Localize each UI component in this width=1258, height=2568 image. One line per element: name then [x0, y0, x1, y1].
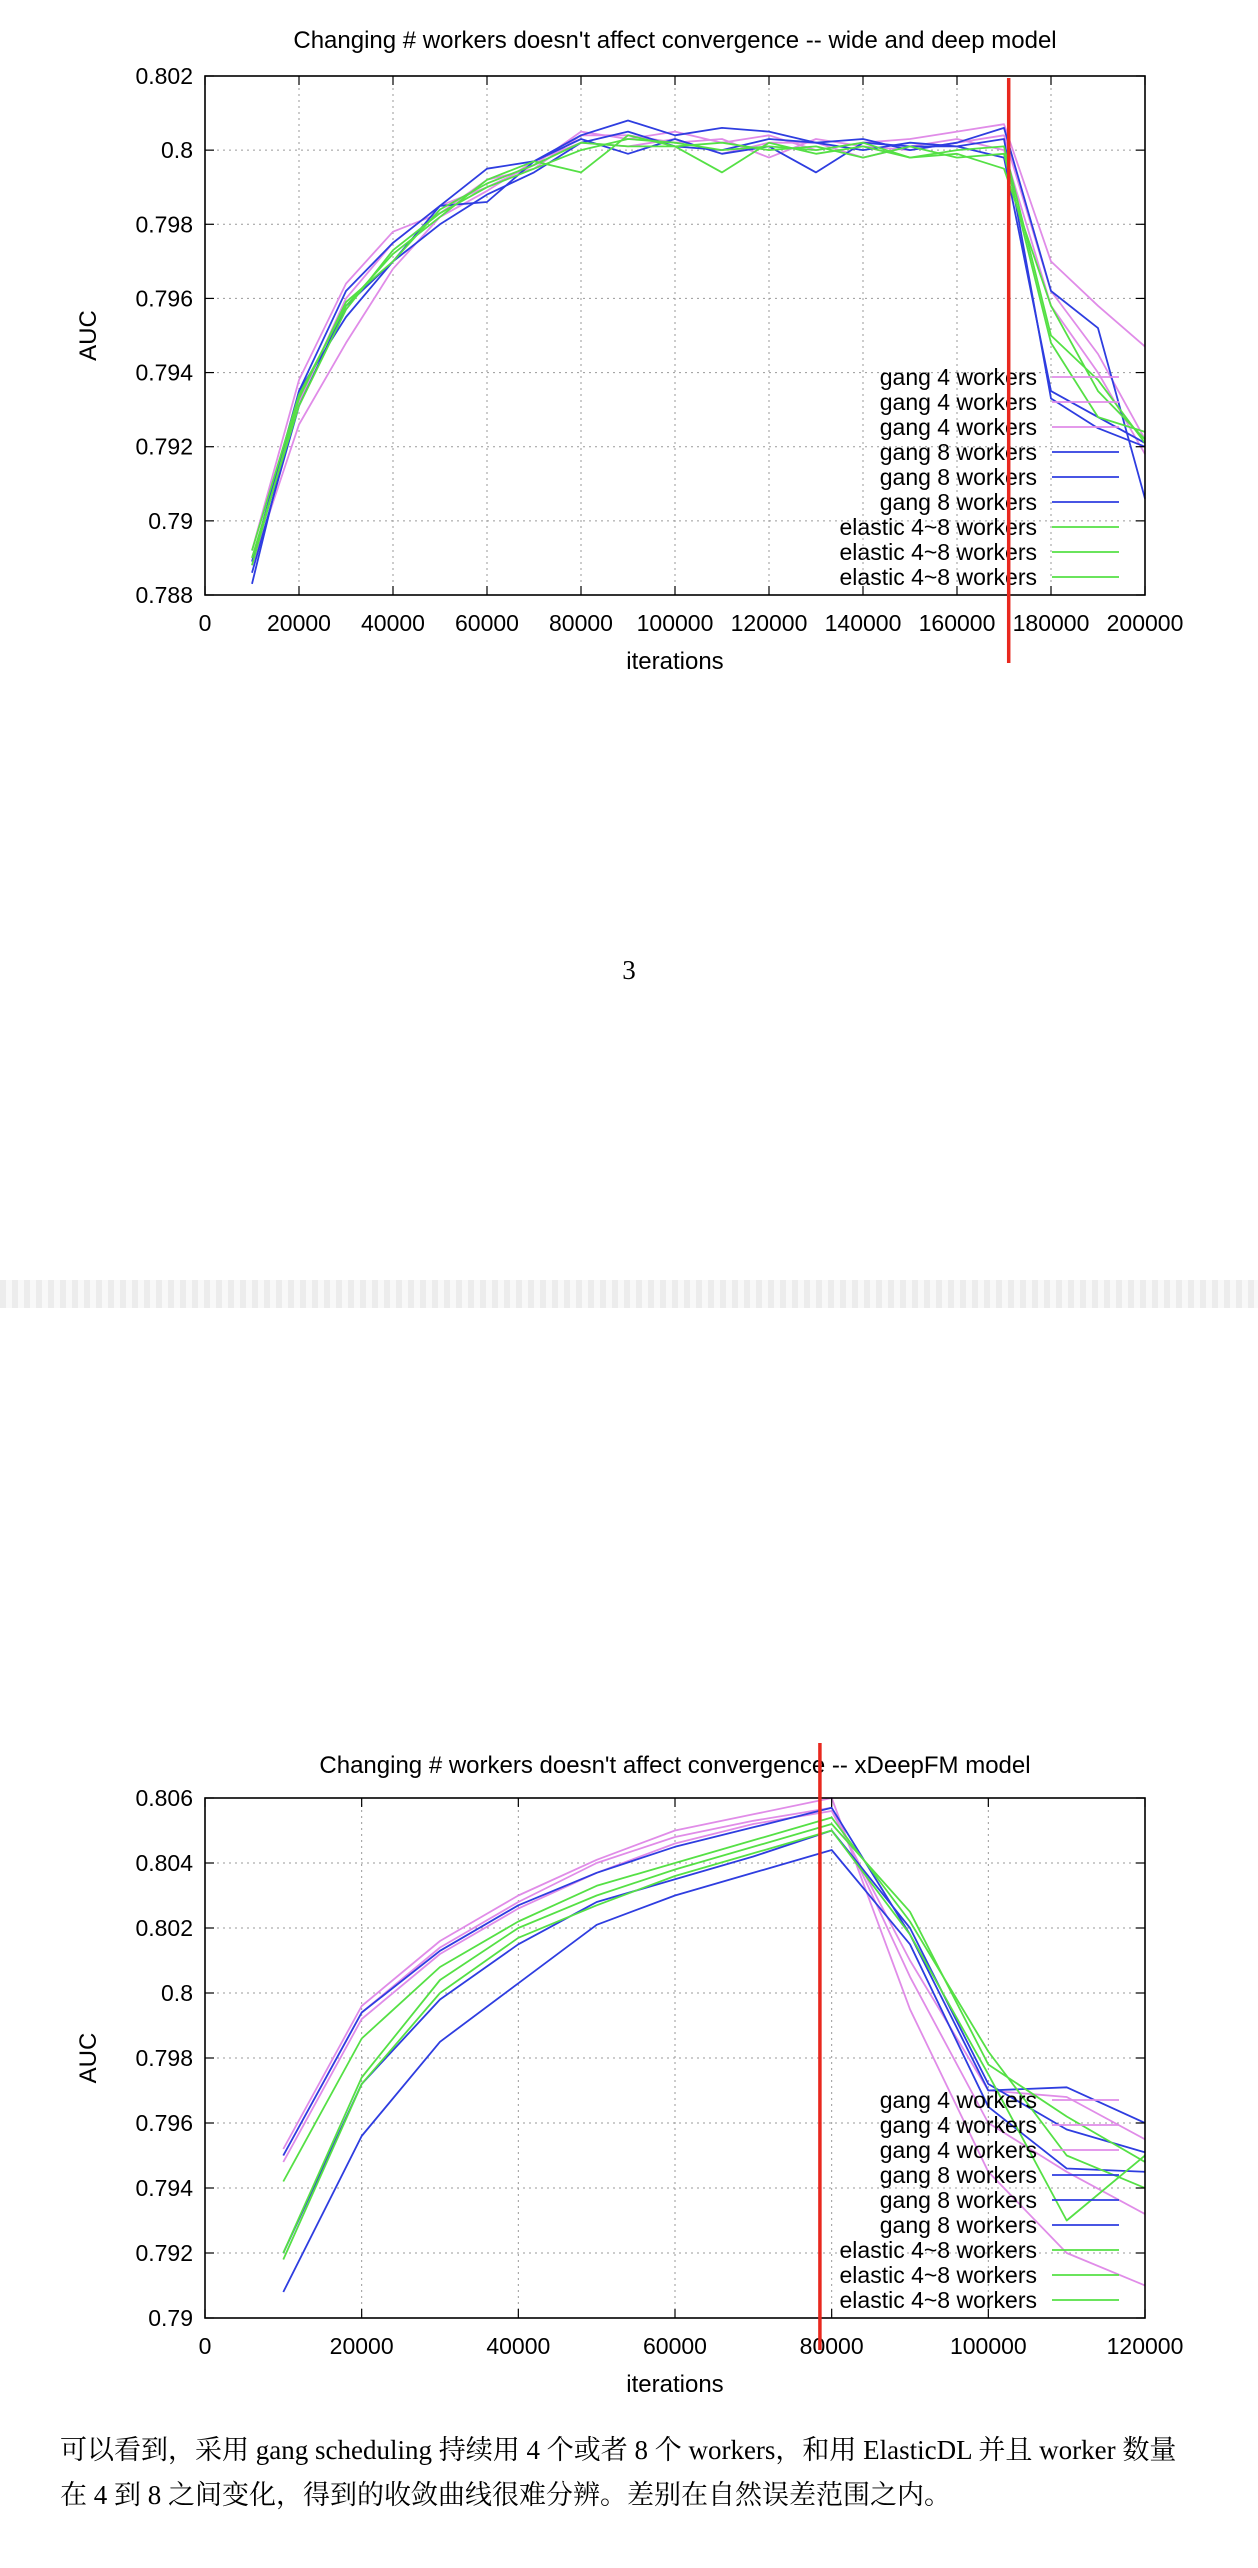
legend-label: gang 8 workers — [879, 464, 1037, 490]
legend-label: gang 4 workers — [879, 2137, 1037, 2163]
legend-label: gang 8 workers — [879, 439, 1037, 465]
chart-title: Changing # workers doesn't affect convergence -- xDeepFM model — [319, 1752, 1031, 1779]
x-tick-label: 80000 — [799, 2333, 864, 2359]
caption-paragraph: 可以看到，采用 gang scheduling 持续用 4 个或者 8 个 workers，和用 ElasticDL 并且 worker 数量在 4 到 8 之间变化，得到的收敛曲线很难分辨。差别在自然误差范围之内。 — [60, 2435, 1177, 2510]
x-tick-label: 180000 — [1012, 610, 1090, 636]
x-tick-label: 20000 — [267, 610, 331, 636]
y-tick-label: 0.79 — [148, 507, 193, 534]
y-tick-label: 0.788 — [135, 582, 193, 608]
y-tick-label: 0.79 — [148, 2305, 193, 2331]
y-tick-label: 0.798 — [135, 211, 193, 238]
y-tick-label: 0.796 — [135, 285, 193, 312]
y-tick-label: 0.8 — [161, 137, 193, 164]
legend-label: gang 8 workers — [879, 2162, 1037, 2188]
x-tick-label: 0 — [198, 2333, 212, 2359]
y-tick-label: 0.806 — [135, 1785, 193, 1811]
x-tick-label: 120000 — [1106, 2333, 1184, 2359]
y-tick-label: 0.794 — [135, 359, 193, 386]
legend-label: elastic 4~8 workers — [839, 2262, 1037, 2288]
page-number: 3 — [622, 955, 636, 985]
x-tick-label: 100000 — [949, 2333, 1027, 2359]
y-tick-label: 0.8 — [161, 1980, 193, 2006]
x-tick-label: 40000 — [486, 2333, 551, 2359]
legend-label: gang 4 workers — [879, 389, 1037, 415]
x-tick-label: 100000 — [636, 610, 714, 636]
y-tick-label: 0.796 — [135, 2110, 193, 2136]
y-tick-label: 0.802 — [135, 1915, 193, 1941]
y-tick-label: 0.804 — [135, 1850, 193, 1876]
x-tick-label: 120000 — [730, 610, 808, 636]
x-axis-label: iterations — [626, 648, 724, 675]
legend-label: gang 8 workers — [879, 489, 1037, 515]
legend-label: elastic 4~8 workers — [839, 514, 1037, 540]
x-tick-label: 80000 — [549, 610, 613, 636]
chart-wide-and-deep — [0, 0, 1258, 705]
chart-svg — [0, 1725, 1258, 2425]
legend-label: gang 8 workers — [879, 2212, 1037, 2238]
x-tick-label: 60000 — [455, 610, 519, 636]
legend-label: elastic 4~8 workers — [839, 564, 1037, 590]
page-separator — [0, 1280, 1258, 1308]
x-axis-label: iterations — [626, 2371, 724, 2398]
x-tick-label: 40000 — [361, 610, 425, 636]
legend-label: elastic 4~8 workers — [839, 2237, 1037, 2263]
legend-label: elastic 4~8 workers — [839, 539, 1037, 565]
chart-title: Changing # workers doesn't affect convergence -- wide and deep model — [293, 27, 1057, 54]
y-axis-label: AUC — [75, 310, 102, 361]
y-tick-label: 0.802 — [135, 63, 193, 89]
y-tick-label: 0.798 — [135, 2045, 193, 2071]
x-tick-label: 60000 — [643, 2333, 707, 2359]
x-tick-label: 160000 — [918, 610, 996, 636]
y-axis-label: AUC — [75, 2032, 102, 2084]
y-tick-label: 0.792 — [135, 433, 193, 460]
x-tick-label: 0 — [198, 610, 212, 636]
x-tick-label: 20000 — [329, 2333, 394, 2359]
y-tick-label: 0.792 — [135, 2240, 193, 2266]
y-tick-label: 0.794 — [135, 2175, 193, 2201]
legend-label: gang 8 workers — [879, 2187, 1037, 2213]
x-tick-label: 200000 — [1106, 610, 1184, 636]
legend-label: elastic 4~8 workers — [839, 2287, 1037, 2313]
x-tick-label: 140000 — [824, 610, 902, 636]
chart-svg — [0, 0, 1258, 700]
legend-label: gang 4 workers — [879, 2087, 1037, 2113]
legend-label: gang 4 workers — [879, 364, 1037, 390]
legend-label: gang 4 workers — [879, 2112, 1037, 2138]
chart-xdeepfm — [0, 1725, 1258, 2430]
legend-label: gang 4 workers — [879, 414, 1037, 440]
